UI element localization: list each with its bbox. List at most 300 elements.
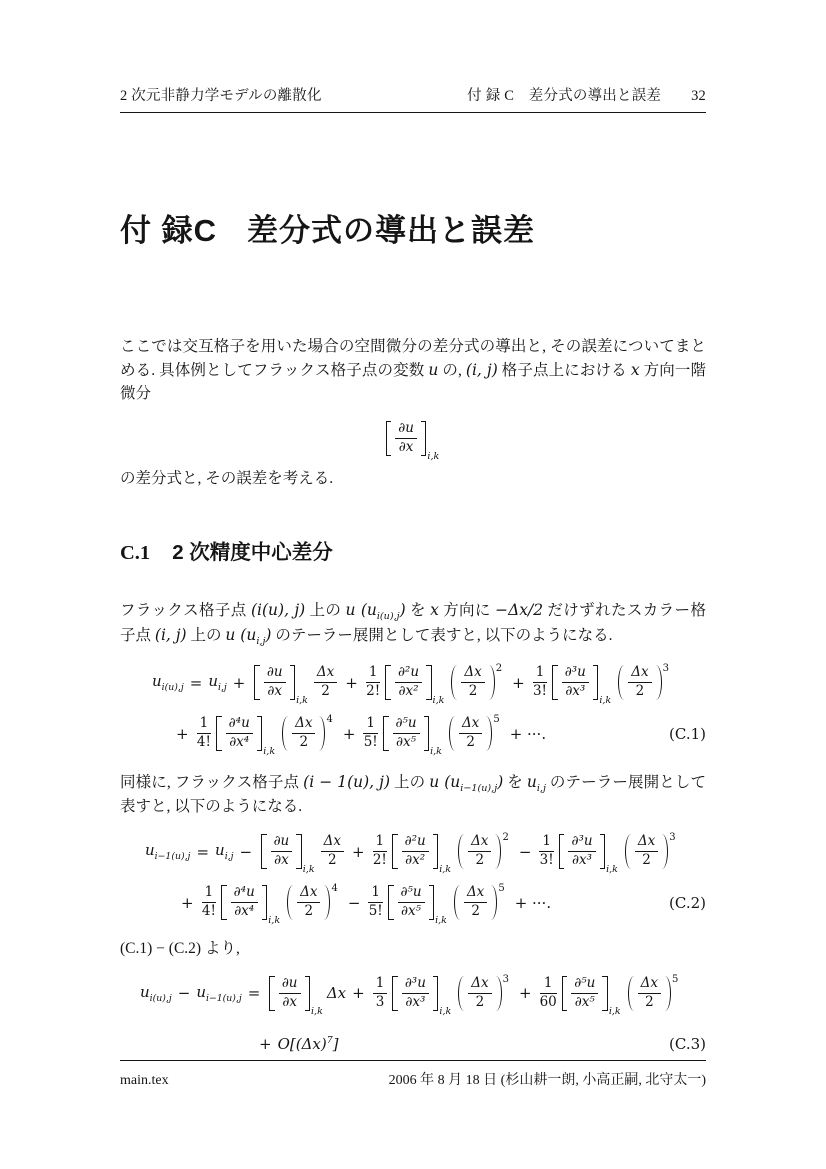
paren-glyph [486, 716, 492, 751]
bracket-glyph [262, 885, 268, 920]
denominator: ∂x [282, 993, 297, 1010]
math-operator: + [352, 984, 365, 1003]
fraction [540, 976, 557, 1011]
paren-glyph [662, 834, 668, 869]
paren-power-term [282, 716, 334, 751]
numerator: Δx [297, 885, 320, 903]
numerator: ∂u [264, 665, 286, 683]
numerator: 1 [202, 885, 217, 903]
fraction [373, 834, 388, 869]
denominator: 4! [196, 734, 211, 751]
subscript: i,k [606, 863, 618, 875]
fraction [321, 834, 344, 869]
paren-glyph [489, 665, 495, 700]
equation-c2 [120, 831, 706, 924]
denominator: ∂x³ [565, 683, 586, 700]
fraction [363, 716, 378, 751]
exponent: 3 [662, 663, 669, 675]
exponent: 3 [669, 832, 676, 844]
math-operator: + [181, 893, 194, 912]
derivative-term [269, 974, 324, 1017]
math-operator: + [512, 673, 525, 692]
math-run: x [630, 360, 640, 379]
bracket-glyph [562, 976, 568, 1011]
math-operator: = [196, 842, 210, 861]
bracket-glyph [388, 885, 394, 920]
superscript: 7 [326, 1035, 333, 1047]
derivative-term [254, 664, 309, 706]
paren-glyph [496, 976, 502, 1011]
numerator: ∂⁵u [398, 885, 425, 903]
numerator: ∂²u [395, 665, 422, 683]
bracket-glyph [269, 976, 275, 1011]
paren-power-term [628, 973, 680, 1011]
equation-line [120, 417, 706, 462]
equation-tag: (C.1) [669, 724, 706, 743]
paren-power-term [287, 885, 339, 920]
math-operator: − [518, 842, 532, 861]
denominator: 2 [645, 993, 654, 1010]
denominator: 2! [372, 852, 387, 869]
bracket-glyph [290, 665, 296, 700]
paren-glyph [324, 885, 330, 920]
derivative-term [392, 974, 452, 1017]
derivative-term [216, 715, 276, 757]
paren-glyph [656, 665, 662, 700]
denominator: 3! [539, 852, 554, 869]
paren-glyph [628, 976, 634, 1011]
exponent: 5 [672, 973, 679, 985]
derivative-term [552, 664, 612, 706]
equation-line [140, 972, 706, 1017]
bracket-glyph [424, 716, 430, 751]
equation-c3 [120, 972, 706, 1065]
denominator: ∂x⁵ [401, 903, 422, 920]
fraction [461, 665, 484, 700]
denominator: ∂x⁵ [396, 734, 417, 751]
text-run: の, [438, 361, 466, 379]
exponent: 4 [331, 883, 338, 895]
display-equation [120, 417, 706, 462]
bracket-glyph [392, 834, 398, 869]
subscript: i,k [608, 1005, 621, 1017]
text-run: を [503, 773, 527, 791]
derivative-term [383, 715, 443, 757]
math-run: (i, j) [154, 626, 187, 645]
fraction [395, 421, 417, 456]
subscript: i,k [302, 863, 315, 875]
subscript: i(u),j [161, 682, 184, 694]
header-appendix-title: 付 録 C 差分式の導出と誤差 [467, 88, 662, 104]
numerator: Δx [459, 716, 482, 734]
numerator: 1 [533, 665, 548, 683]
math-run: −Δx/2 [495, 601, 544, 620]
bracket-glyph [386, 421, 392, 456]
denominator: ∂x² [405, 852, 426, 869]
denominator: 2! [366, 683, 381, 700]
exponent: 5 [498, 883, 505, 895]
math-operator: − [239, 842, 253, 861]
denominator: ∂x³ [405, 993, 426, 1010]
exponent: 3 [502, 973, 509, 985]
math-operator: + [351, 842, 365, 861]
fraction [628, 665, 651, 700]
subscript: i,k [432, 694, 445, 706]
math-run: (i − 1(u), j) [303, 772, 390, 791]
paren-glyph [495, 834, 501, 869]
text-run: を [405, 602, 431, 620]
fraction [402, 834, 429, 869]
fraction [459, 716, 482, 751]
equation-line [145, 831, 706, 873]
numerator: ∂⁵u [571, 976, 598, 994]
bracket-glyph [429, 885, 435, 920]
paren-glyph [319, 716, 325, 751]
denominator: ∂x [274, 852, 289, 869]
fraction [231, 885, 258, 920]
fraction [468, 976, 491, 1011]
bracket-glyph [383, 716, 389, 751]
fraction [398, 885, 425, 920]
fraction [314, 665, 337, 700]
text-run: 上の [186, 627, 226, 645]
header-running-title: 2 次元非静力学モデルの離散化 [120, 88, 322, 104]
text-run: フラックス格子点 [120, 602, 251, 620]
denominator: 2 [475, 993, 485, 1010]
numerator: 1 [368, 885, 383, 903]
text-run: のテーラー展開として表すと, 以下のようになる. [120, 773, 706, 815]
section-heading [120, 535, 706, 565]
paren-glyph [458, 976, 464, 1011]
subscript: i−1(u),j [460, 782, 498, 794]
denominator: 5! [368, 903, 383, 920]
math-run: $u_{i(u),j}$ [152, 672, 184, 694]
denominator: 5! [363, 734, 378, 751]
math-operator: = [247, 984, 261, 1003]
denominator: 2 [642, 852, 651, 869]
paren-glyph [618, 665, 624, 700]
bracket-glyph [602, 976, 608, 1011]
taylor-expansion-paragraph-2 [120, 771, 706, 819]
fraction [297, 885, 320, 920]
math-operator: + ···. [514, 893, 552, 912]
fraction [568, 834, 595, 869]
math-run: $u_{i(u),j}$ [140, 982, 172, 1004]
text-run: 格子点上における [497, 361, 631, 379]
numerator: Δx [628, 665, 651, 683]
math-run: u $(u_{i,j})$ [225, 626, 272, 648]
taylor-expansion-paragraph-1 [120, 599, 706, 649]
text-run: ここでは交互格子を用いた場合の空間微分の差分式の導出と, その誤差についてまとめる. 具体例としてフラックス格子点の変数 [120, 338, 706, 379]
main-column [120, 205, 706, 1074]
text-run: 上の [305, 602, 346, 620]
footer-date-authors: 2006 年 8 月 18 日 (杉山耕一朗, 小高正嗣, 北守太一) [388, 1073, 706, 1088]
equation-c1 [120, 662, 706, 755]
fraction [393, 716, 420, 751]
fraction [197, 716, 212, 751]
numerator: 1 [197, 716, 212, 734]
subtraction-lead-in [120, 938, 706, 961]
numerator: 1 [373, 976, 388, 994]
fraction [264, 665, 286, 700]
paren-glyph [665, 976, 671, 1011]
denominator: 2 [471, 903, 480, 920]
denominator: ∂x⁴ [229, 734, 250, 751]
subscript: i,j [217, 682, 227, 694]
subscript: i,k [311, 1005, 323, 1017]
paren-glyph [282, 716, 288, 751]
bracket-glyph [552, 665, 558, 700]
paren-glyph [287, 885, 293, 920]
subscript: i,k [427, 450, 440, 462]
fraction [464, 885, 487, 920]
fraction [539, 834, 554, 869]
fraction [468, 834, 491, 869]
math-run: $O[(\Delta x)^7]$ [277, 1035, 339, 1054]
equation-line [152, 662, 706, 704]
chapter-title-text: 差分式の導出と誤差 [247, 213, 535, 248]
numerator: Δx [468, 976, 491, 994]
derivative-term [261, 833, 316, 875]
math-run: u [428, 360, 439, 379]
denominator: 2 [635, 683, 645, 700]
text-run: 方向に [438, 602, 496, 620]
denominator: 4! [201, 903, 216, 920]
fraction [279, 976, 301, 1011]
paren-power-term [451, 665, 503, 700]
bracket-glyph [593, 665, 599, 700]
math-operator: + [259, 1035, 272, 1054]
bracket-glyph [216, 716, 222, 751]
text-run: (C.1) − (C.2) より, [120, 939, 240, 957]
math-operator: = [189, 673, 203, 692]
fraction [533, 665, 548, 700]
numerator: ∂u [279, 976, 301, 994]
denominator: 2 [321, 683, 330, 700]
bracket-glyph [600, 834, 606, 869]
fraction [202, 885, 217, 920]
math-run: Δx [326, 984, 347, 1003]
bracket-glyph [433, 976, 439, 1011]
math-run: (i(u), j) [250, 601, 306, 620]
equation-line [175, 882, 706, 924]
subscript: i−1(u),j [205, 992, 242, 1004]
exponent: 2 [495, 663, 503, 675]
equation-line [170, 713, 706, 755]
chapter-title [120, 205, 706, 250]
math-run: $u_{i-1(u),j}$ [145, 841, 191, 863]
paren-power-term [618, 665, 670, 700]
numerator: Δx [314, 665, 337, 683]
math-operator: + [342, 724, 356, 743]
numerator: ∂⁴u [226, 716, 253, 734]
numerator: ∂u [395, 421, 417, 439]
denominator: ∂x⁴ [234, 903, 255, 920]
subscript: i,k [268, 914, 281, 926]
subscript: i,k [439, 863, 452, 875]
bracket-glyph [257, 716, 263, 751]
derivative-term [392, 833, 452, 875]
numerator: Δx [638, 976, 661, 994]
bracket-glyph [426, 665, 432, 700]
denominator: ∂x² [398, 683, 419, 700]
numerator: ∂⁴u [231, 885, 258, 903]
derivative-term [385, 664, 445, 706]
numerator: Δx [292, 716, 315, 734]
intro-paragraph-continued [120, 468, 706, 491]
paren-power-term [454, 885, 506, 920]
denominator: 2 [304, 903, 314, 920]
numerator: 1 [366, 665, 381, 683]
denominator: ∂x [398, 438, 414, 455]
fraction [562, 665, 589, 700]
math-operator: + [232, 673, 246, 692]
page-number: 32 [691, 88, 706, 104]
text-run: 方向一階微分 [120, 361, 706, 402]
numerator: ∂³u [402, 976, 429, 994]
bracket-glyph [559, 834, 565, 869]
fraction [395, 665, 422, 700]
subscript: i,k [439, 1005, 452, 1017]
bracket-glyph [261, 834, 267, 869]
paren-glyph [454, 885, 460, 920]
fraction [271, 834, 293, 869]
numerator: Δx [464, 885, 487, 903]
denominator: 3! [532, 683, 547, 700]
denominator: ∂x³ [572, 852, 593, 869]
subscript: i,j [536, 782, 546, 794]
fraction [638, 976, 661, 1011]
paren-glyph [491, 885, 497, 920]
bracket-glyph [305, 976, 311, 1011]
text-run: の差分式と, その誤差を考える. [120, 470, 334, 488]
paren-power-term [449, 716, 501, 751]
bracket-glyph [421, 421, 427, 456]
page-header [120, 84, 706, 113]
subscript: i,k [296, 694, 308, 706]
derivative-term [562, 974, 622, 1017]
math-operator: + [518, 984, 532, 1003]
fraction [366, 665, 381, 700]
paren-power-term [458, 834, 510, 869]
numerator: Δx [461, 665, 484, 683]
subscript: i,k [599, 694, 612, 706]
subscript: i(u),j [149, 992, 172, 1004]
subscript: i,j [224, 851, 234, 863]
numerator: 1 [539, 834, 554, 852]
bracket-glyph [433, 834, 439, 869]
fraction [635, 834, 658, 869]
numerator: 1 [363, 716, 378, 734]
denominator: 3 [375, 993, 385, 1010]
chapter-number: 付 録C [120, 213, 217, 248]
math-run: $u_{i-1(u),j}$ [196, 982, 242, 1004]
numerator: ∂u [271, 834, 293, 852]
exponent: 2 [502, 832, 509, 844]
subscript: i,k [435, 914, 447, 926]
bracket-glyph [385, 665, 391, 700]
numerator: Δx [321, 834, 344, 852]
subscript: i,k [430, 745, 442, 757]
numerator: ∂²u [402, 834, 429, 852]
math-operator: + ···. [509, 724, 547, 743]
math-run: $u_{i,j}$ [208, 672, 227, 694]
fraction [226, 716, 253, 751]
math-operator: + [176, 724, 189, 743]
math-operator: − [177, 984, 191, 1003]
denominator: 60 [539, 993, 557, 1010]
math-operator: − [347, 893, 361, 912]
text-run: 上の [390, 773, 430, 791]
paren-power-term [458, 973, 510, 1011]
math-run: u $(u_{i-1(u),j})$ [429, 772, 504, 794]
numerator: 1 [373, 834, 388, 852]
numerator: ∂³u [568, 834, 595, 852]
bracket-glyph [254, 665, 260, 700]
subscript: i,k [263, 745, 276, 757]
bracket-glyph [392, 976, 398, 1011]
bracket-glyph [296, 834, 302, 869]
numerator: ∂³u [562, 665, 589, 683]
subscript: i−1(u),j [154, 851, 191, 863]
fraction [402, 976, 429, 1011]
paren-glyph [625, 834, 631, 869]
paren-power-term [625, 834, 677, 869]
math-run: (i, j) [465, 360, 498, 379]
fraction [373, 976, 388, 1011]
bracket-glyph [221, 885, 227, 920]
denominator: ∂x⁵ [574, 993, 595, 1010]
derivative-term [386, 419, 441, 462]
derivative-term [559, 833, 619, 875]
math-run: $u_{i,j}$ [215, 841, 234, 863]
denominator: 2 [468, 683, 478, 700]
derivative-term [388, 884, 448, 926]
section-number: C.1 [120, 542, 151, 565]
intro-paragraph [120, 336, 706, 405]
math-run: x [430, 601, 439, 620]
paren-glyph [458, 834, 464, 869]
denominator: ∂x [267, 683, 283, 700]
equation-tag: (C.2) [669, 893, 706, 912]
denominator: 2 [327, 852, 337, 869]
numerator: ∂⁵u [393, 716, 420, 734]
fraction [368, 885, 383, 920]
subscript: i,j [256, 636, 266, 648]
numerator: 1 [540, 976, 557, 994]
math-run: u $(u_{i(u),j})$ [345, 601, 406, 623]
subscript: i(u),j [376, 611, 400, 623]
page-footer [120, 1060, 706, 1089]
fraction [571, 976, 598, 1011]
denominator: 2 [299, 734, 309, 751]
denominator: 2 [466, 734, 475, 751]
exponent: 4 [326, 714, 333, 726]
derivative-term [221, 884, 281, 926]
footer-filename: main.tex [120, 1073, 169, 1088]
paren-glyph [451, 665, 457, 700]
equation-tag: (C.3) [669, 1035, 706, 1054]
math-operator: + [345, 673, 358, 692]
paren-glyph [449, 716, 455, 751]
text-run: のテーラー展開として表すと, 以下のようになる. [271, 627, 613, 645]
text-run: 同様に, フラックス格子点 [120, 773, 304, 791]
section-title-text: 2 次精度中心差分 [172, 541, 333, 565]
text-run: だけずれたスカラー格子点 [120, 602, 706, 645]
fraction [292, 716, 315, 751]
denominator: 2 [475, 852, 485, 869]
numerator: Δx [468, 834, 491, 852]
